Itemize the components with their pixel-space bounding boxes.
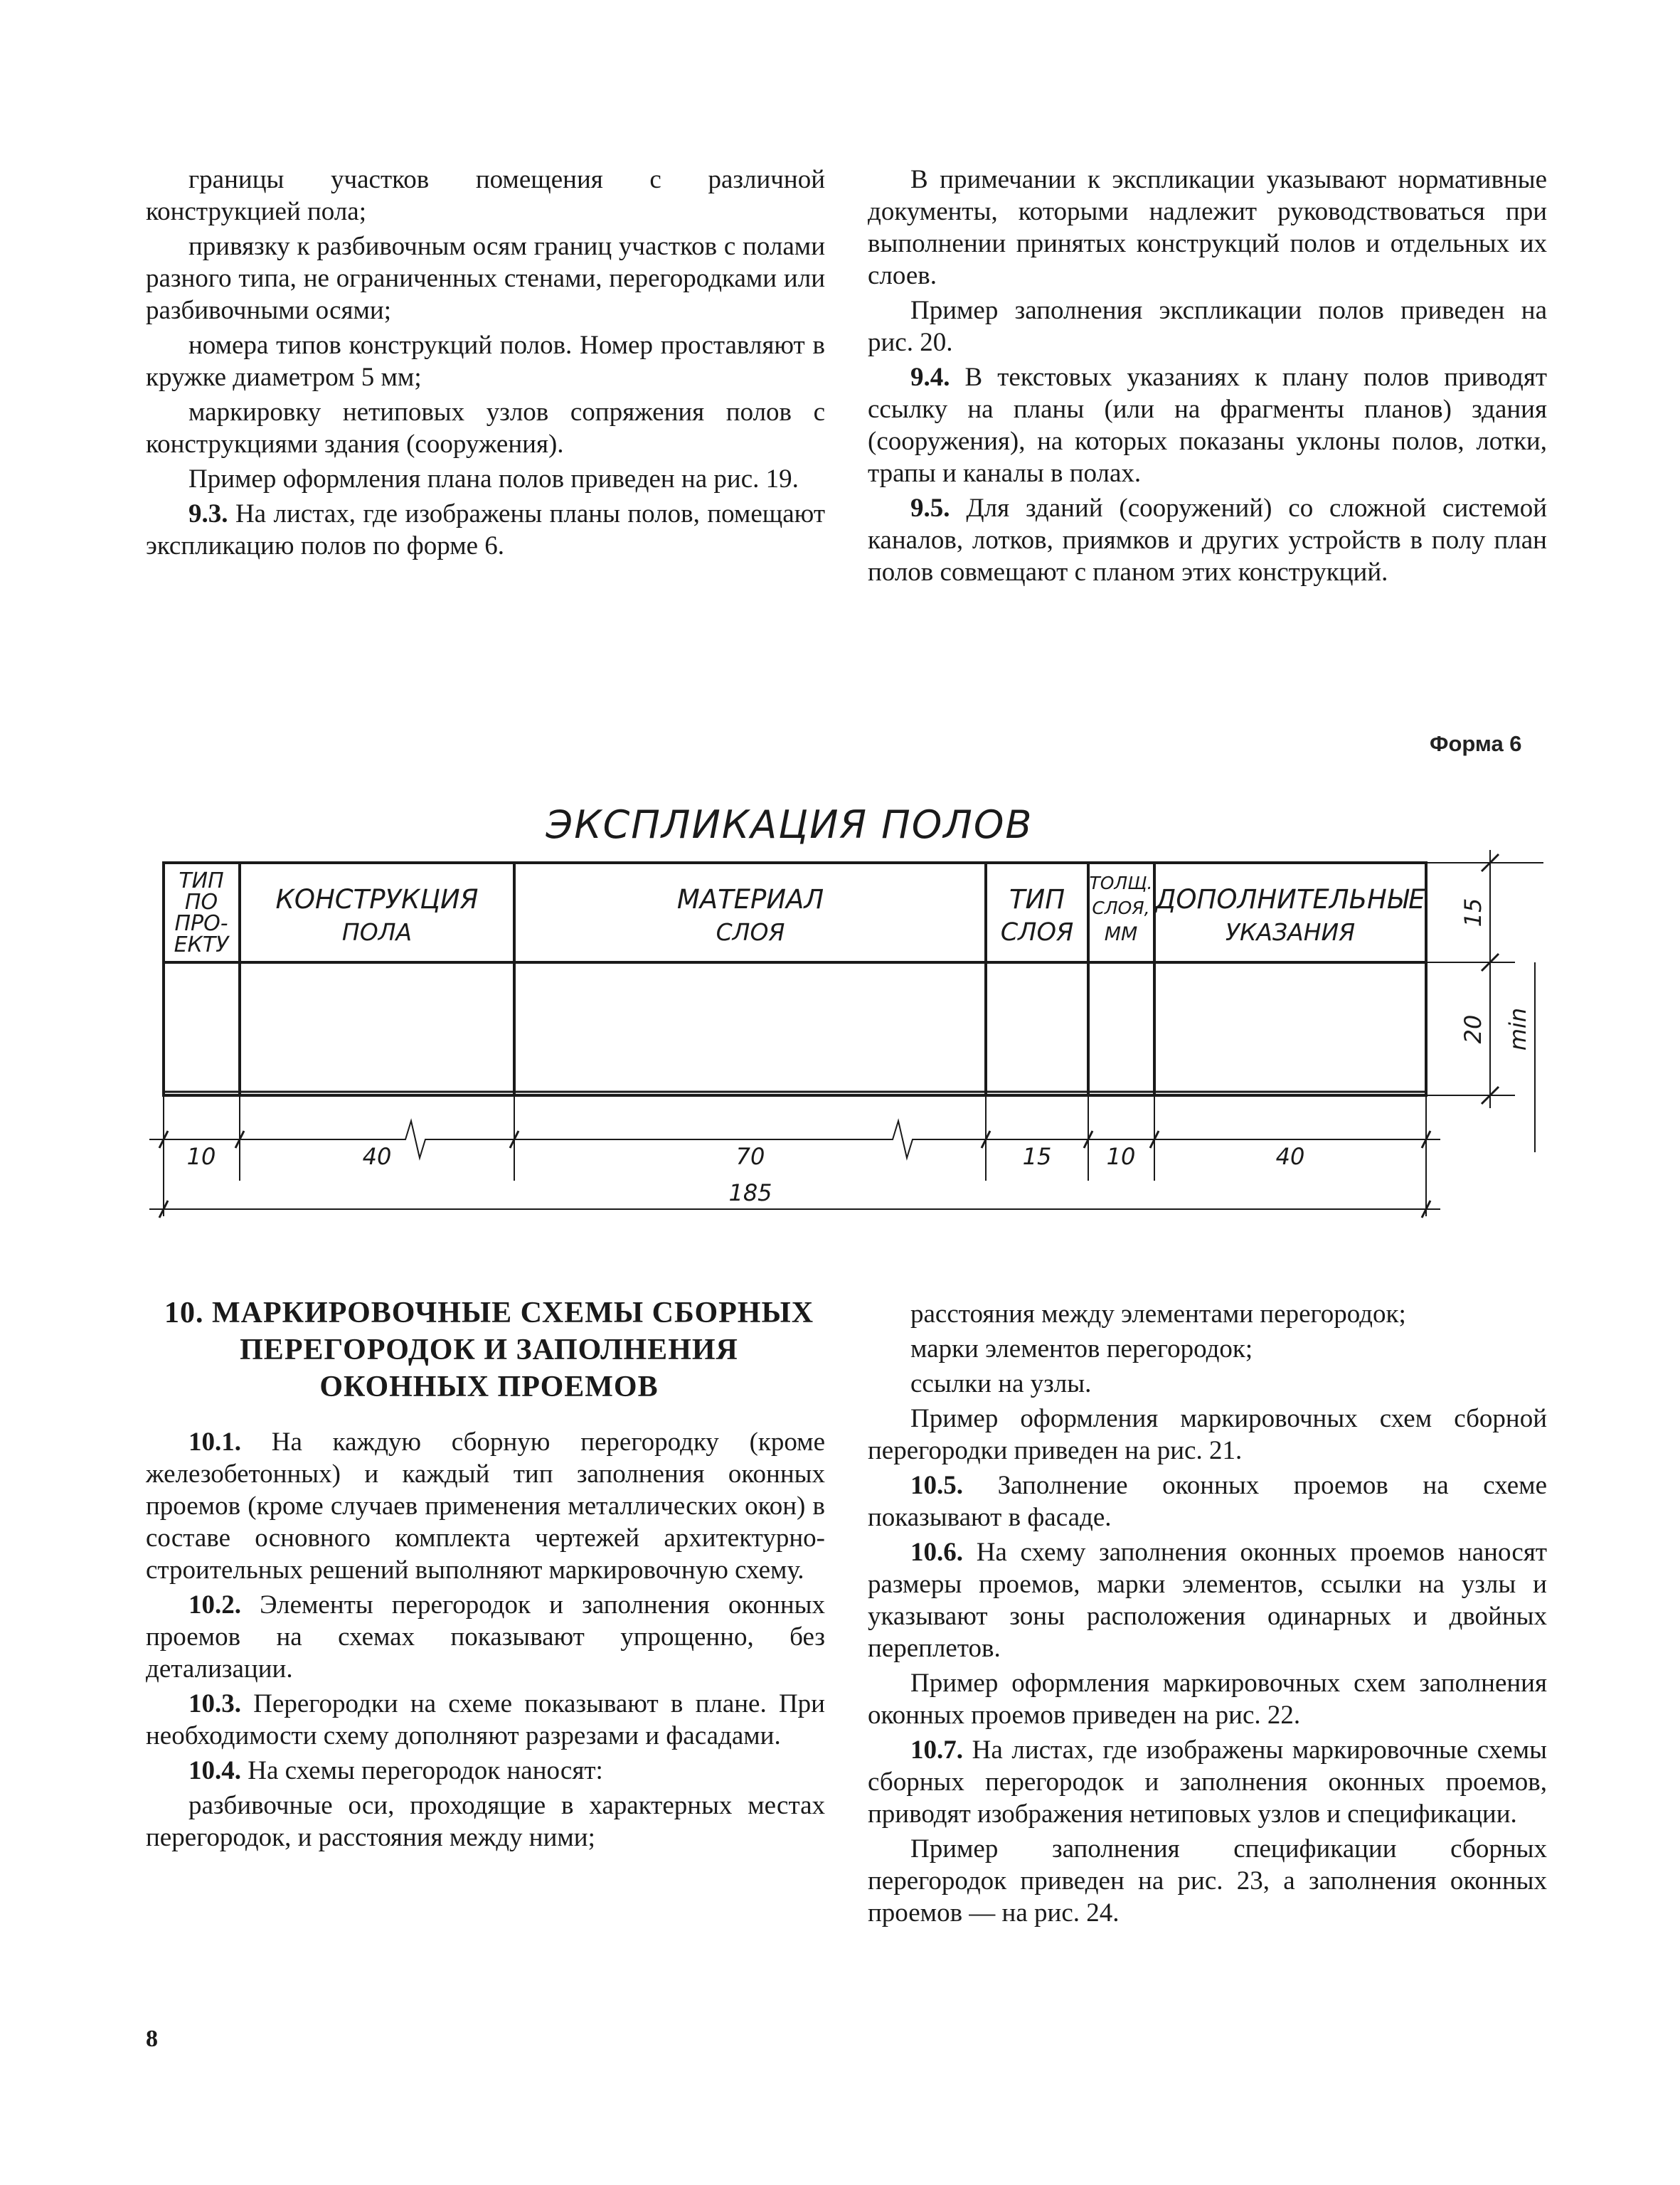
header-type-project: ПО [184,890,218,915]
paragraph-10-2 [146,1589,825,1685]
dimension-row-min: min [1504,1007,1531,1051]
paragraph: Пример заполнения спецификации сборных перегородок приведен на рис. 23, а заполнения оконных проемов — на рис. 24. [868,1834,1547,1928]
dimension-row-height: 20 [1460,1014,1487,1044]
paragraph: Пример оформления маркировочных схем сборной перегородки приведен на рис. 21. [868,1404,1547,1465]
clause-number: 10.2. [188,1590,241,1620]
clause-text: Элементы перегородок и заполнения оконных проемов на схемах показывают упрощенно, без детализации. [146,1590,826,1684]
dimension-ticks [159,1131,1430,1218]
header-construction: КОНСТРУКЦИЯ [275,884,479,915]
dimension-line-columns [149,1121,1440,1158]
clause-text: В текстовых указаниях к плану полов приводят ссылку на планы (или на фрагменты планов) здания (сооружения), на которых показаны уклоны полов, лотки, трапы и каналы в полах. [868,363,1548,488]
dimension-header-height: 15 [1460,898,1487,927]
paragraph-10-6 [868,1536,1547,1664]
dimension-value: 10 [186,1143,216,1170]
heading-line: ПЕРЕГОРОДОК И ЗАПОЛНЕНИЯ [240,1334,738,1366]
clause-number: 10.5. [910,1471,963,1500]
paragraph: маркировку нетиповых узлов сопряжения полов с конструкциями здания (сооружения). [146,398,825,459]
clause-number: 10.1. [188,1428,241,1457]
text-column-bottom-right [868,1298,1547,1932]
dimension-value: 70 [735,1143,765,1170]
clause-number: 9.4. [910,363,950,392]
header-type-project: ПРО- [174,911,228,936]
header-thickness: ММ [1104,923,1138,945]
form-label: Форма 6 [1430,731,1522,756]
header-additional: УКАЗАНИЯ [1225,918,1356,946]
dimension-value: 40 [362,1143,392,1170]
header-thickness: СЛОЯ, [1092,898,1150,918]
clause-number: 9.5. [910,494,950,523]
header-thickness: ТОЛЩ. [1089,873,1153,893]
paragraph-10-3 [146,1688,825,1752]
header-layer-type: СЛОЯ [1000,918,1074,947]
header-material: СЛОЯ [716,918,785,946]
clause-number: 10.7. [910,1735,963,1765]
clause-number: 10.3. [188,1689,241,1718]
heading-line: 10. МАРКИРОВОЧНЫЕ СХЕМЫ СБОРНЫХ [164,1297,814,1329]
paragraph-10-5 [868,1469,1547,1533]
paragraph: расстояния между элементами перегородок; [910,1299,1406,1329]
paragraph: ссылки на узлы. [910,1369,1092,1398]
paragraph-10-4 [146,1755,825,1787]
clause-text: На схемы перегородок наносят: [248,1756,603,1785]
paragraph: Пример оформления маркировочных схем заполнения оконных проемов приведен на рис. 22. [868,1669,1547,1730]
dimension-value: 10 [1106,1143,1136,1170]
clause-text: На листах, где изображены планы полов, помещают экспликацию полов по форме 6. [146,499,825,560]
clause-text: На схему заполнения оконных проемов наносят размеры проемов, марки элементов, ссылки на узлы и указывают зоны расположения одинарных и двойных переплетов. [868,1538,1548,1663]
paragraph: В примечании к экспликации указывают нормативные документы, которыми надлежит руководствоваться при выполнении принятых конструкций полов и отдельных их слоев. [868,165,1547,290]
text-column-bottom-left [146,1426,825,1856]
heading-line: ОКОННЫХ ПРОЕМОВ [319,1371,659,1403]
header-construction: ПОЛА [341,918,413,946]
paragraph-10-1 [146,1426,825,1586]
section-heading [139,1294,839,1405]
dimension-value: 40 [1275,1143,1305,1170]
dimension-value: 15 [1022,1143,1052,1170]
paragraph: Пример оформления плана полов приведен на рис. 19. [188,464,799,494]
paragraph: привязку к разбивочным осям границ участков с полами разного типа, не ограниченных стенами, перегородками или разбивочными осями; [146,232,825,325]
dimension-total: 185 [728,1179,772,1206]
header-layer-type: ТИП [1009,884,1065,915]
paragraph-10-7 [868,1734,1547,1830]
paragraph: разбивочные оси, проходящие в характерных местах перегородок, и расстояния между ними; [146,1791,825,1852]
clause-number: 9.3. [188,499,228,528]
clause-text: Заполнение оконных проемов на схеме показывают в фасаде. [868,1471,1547,1532]
paragraph: марки элементов перегородок; [910,1334,1253,1363]
header-material: МАТЕРИАЛ [676,884,824,915]
page-number: 8 [146,2026,158,2052]
header-additional: ДОПОЛНИТЕЛЬНЫЕ [1155,884,1425,915]
header-type-project: ЕКТУ [174,932,229,957]
paragraph: Пример заполнения экспликации полов приведен на рис. 20. [868,296,1547,357]
clause-text: Перегородки на схеме показывают в плане. При необходимости схему дополняют разрезами и фасадами. [146,1689,825,1750]
clause-number: 10.4. [188,1756,241,1785]
clause-text: На каждую сборную перегородку (кроме железобетонных) и каждый тип заполнения оконных проемов (кроме случаев применения металлических окон) в составе основного комплекта чертежей архитектурно-строительных решений выполняют маркировочную схему. [146,1428,825,1585]
paragraph: номера типов конструкций полов. Номер проставляют в кружке диаметром 5 мм; [146,331,825,392]
paragraph: границы участков помещения с различной конструкцией пола; [146,165,825,226]
header-type-project: ТИП [179,868,224,893]
explication-title: ЭКСПЛИКАЦИЯ ПОЛОВ [546,802,1033,847]
clause-number: 10.6. [910,1538,963,1567]
clause-text: Для зданий (сооружений) со сложной системой каналов, лотков, приямков и других устройств в полу план полов совмещают с планом этих конструкций. [868,494,1547,587]
clause-text: На листах, где изображены маркировочные схемы сборных перегородок и заполнения оконных проемов, приводят изображения нетиповых узлов и спецификации. [868,1735,1547,1829]
